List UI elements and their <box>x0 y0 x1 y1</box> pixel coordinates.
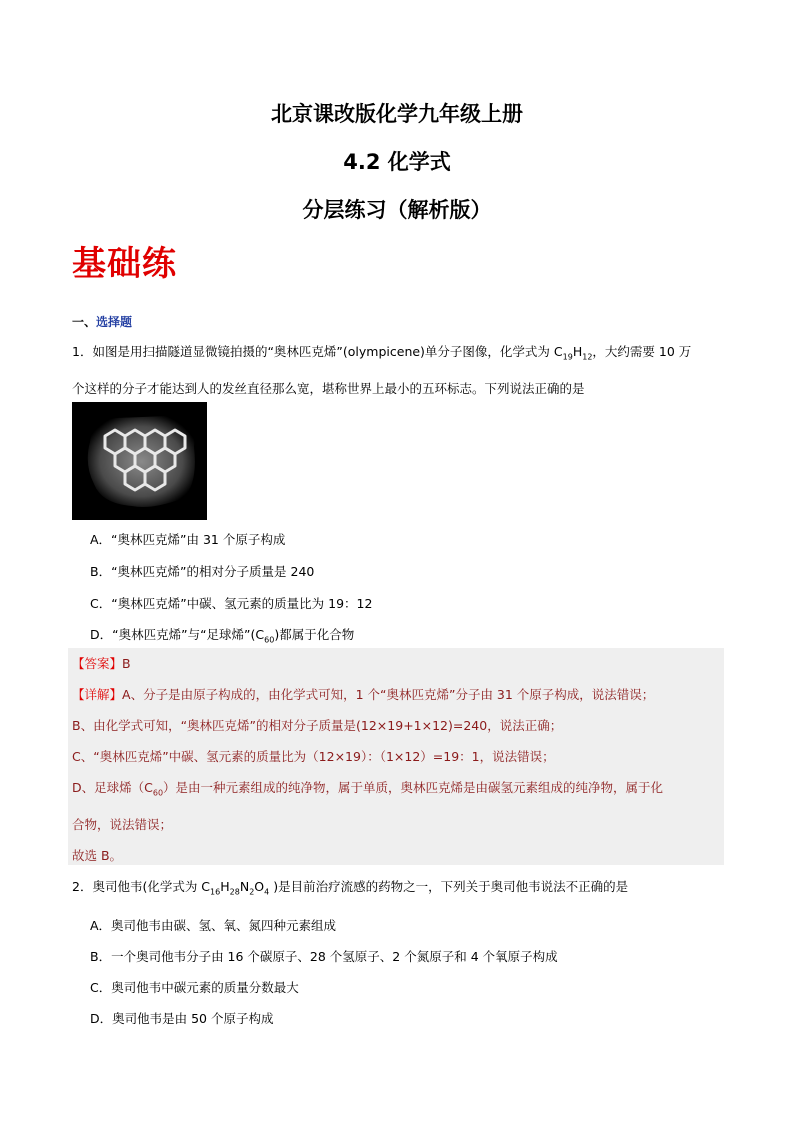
detail-line5: 合物，说法错误； <box>72 816 173 832</box>
doc-chapter: 4.2 化学式 <box>343 150 451 174</box>
detail-line3: C、“奥林匹克烯”中碳、氢元素的质量比为（12×19）：（1×12）=19：1，说法错误； <box>72 749 555 764</box>
q1-option-d: D．“奥林匹克烯”与“足球烯$”(C_{60})$都属于化合物 <box>90 627 355 645</box>
q2-option-a: A．奥司他韦由碳、氢、氧、氮四种元素组成 <box>90 918 337 933</box>
answer-explanation <box>72 648 724 871</box>
detail-line6: 故选 B。 <box>72 847 123 863</box>
q2-option-c: C．奥司他韦中碳元素的质量分数最大 <box>90 980 299 995</box>
q1-option-b: B．“奥林匹克烯”的相对分子质量是 240 <box>90 564 315 579</box>
q1-option-a: A．“奥林匹克烯”由 31 个原子构成 <box>90 532 286 547</box>
answer-line: 【答案】B <box>72 656 131 671</box>
q1-line1: 1．如图是用扫描隧道显微镜拍摄的“奥林匹克烯”(olympicene)单分子图像，化学式为 $C_{19}H_{12}$，大约需要 10 万 <box>72 344 692 362</box>
question-type-heading <box>72 313 132 330</box>
q1-stem <box>72 336 724 404</box>
molecule-image <box>72 402 207 520</box>
section-heading: 基础练 <box>72 244 177 284</box>
q1-option-c: C．“奥林匹克烯”中碳、氢元素的质量比为 19：12 <box>90 596 373 611</box>
q1-line2: 个这样的分子才能达到人的发丝直径那么宽，堪称世界上最小的五环标志。下列说法正确的是 <box>72 380 585 396</box>
q2-stem: 2．奥司他韦(化学式为 $C_{16}H_{28}N_2O_4$ )是目前治疗流感的药物之一，下列关于奥司他韦说法不正确的是 <box>72 879 629 897</box>
doc-subtitle: 分层练习（解析版） <box>302 198 492 222</box>
q2-option-b: B．一个奥司他韦分子由 16 个碳原子、28 个氢原子、2 个氮原子和 4 个氧原子构成 <box>90 949 558 964</box>
question-type-prefix: 一、 <box>72 315 97 329</box>
q2-option-d: D．奥司他韦是由 50 个原子构成 <box>90 1011 274 1026</box>
question-type-label: 选择题 <box>96 315 133 329</box>
detail-line1: 【详解】A、分子是由原子构成的，由化学式可知，1 个“奥林匹克烯”分子由 31 个原子构成，说法错误； <box>72 687 655 702</box>
detail-line4: D、足球烯$(C_{60})$是由一种元素组成的纯净物，属于单质，奥林匹克烯是由碳氢元素组成的纯净物，属于化 <box>72 780 664 798</box>
doc-title: 北京课改版化学九年级上册 <box>271 102 523 126</box>
detail-line2: B、由化学式可知，“奥林匹克烯”的相对分子质量是(12×19+1×12)=240，说法正确； <box>72 718 563 733</box>
